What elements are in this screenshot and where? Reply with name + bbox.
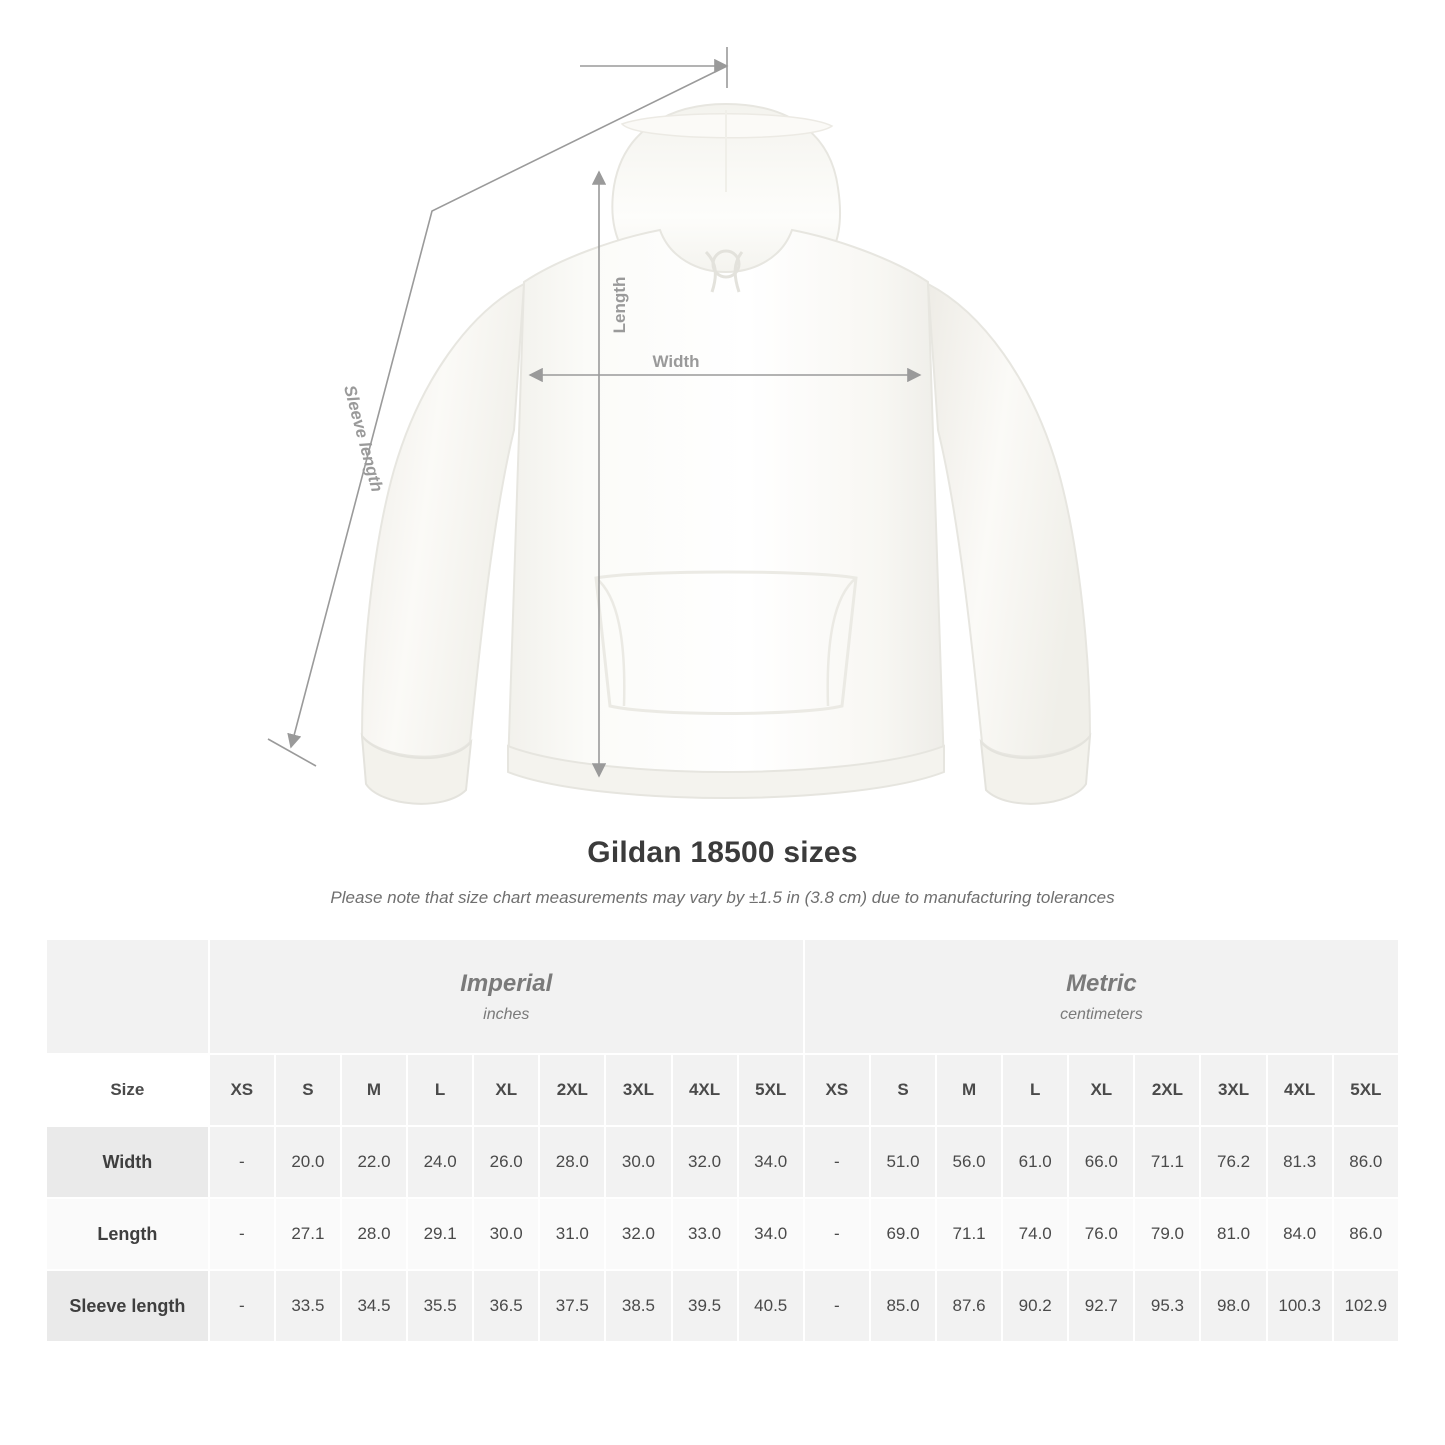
cell-sleeve-imp-3xl: 38.5 (605, 1270, 671, 1342)
cell-length-imp-5xl: 34.0 (738, 1198, 804, 1270)
cell-width-met-m: 56.0 (936, 1126, 1002, 1198)
cell-length-met-5xl: 86.0 (1333, 1198, 1399, 1270)
imperial-name: Imperial (460, 969, 553, 997)
size-header-imperial-s: S (275, 1054, 341, 1126)
cell-length-met-4xl: 84.0 (1267, 1198, 1333, 1270)
size-header-imperial-xs: XS (209, 1054, 275, 1126)
cell-width-imp-xs: - (209, 1126, 275, 1198)
cell-length-met-l: 74.0 (1002, 1198, 1068, 1270)
cell-width-imp-5xl: 34.0 (738, 1126, 804, 1198)
unit-header-metric (804, 939, 1399, 1054)
cell-sleeve-met-xs: - (804, 1270, 870, 1342)
label-width: Width (652, 352, 700, 371)
hoodie-graphic (362, 104, 1090, 804)
size-header-imperial-5xl: 5XL (738, 1054, 804, 1126)
cell-sleeve-imp-m: 34.5 (341, 1270, 407, 1342)
cell-length-imp-m: 28.0 (341, 1198, 407, 1270)
cell-sleeve-imp-5xl: 40.5 (738, 1270, 804, 1342)
cell-sleeve-imp-xs: - (209, 1270, 275, 1342)
size-header-imperial-2xl: 2XL (539, 1054, 605, 1126)
metric-sub: centimeters (1060, 1005, 1143, 1023)
cell-sleeve-met-m: 87.6 (936, 1270, 1002, 1342)
cell-length-imp-xl: 30.0 (473, 1198, 539, 1270)
size-header-metric-xl: XL (1068, 1054, 1134, 1126)
cell-length-met-3xl: 81.0 (1200, 1198, 1266, 1270)
cell-width-imp-xl: 26.0 (473, 1126, 539, 1198)
size-header-metric-2xl: 2XL (1134, 1054, 1200, 1126)
cell-width-met-s: 51.0 (870, 1126, 936, 1198)
cell-width-imp-3xl: 30.0 (605, 1126, 671, 1198)
cell-length-imp-3xl: 32.0 (605, 1198, 671, 1270)
cell-sleeve-imp-2xl: 37.5 (539, 1270, 605, 1342)
size-header-metric-l: L (1002, 1054, 1068, 1126)
cell-sleeve-met-2xl: 95.3 (1134, 1270, 1200, 1342)
cell-length-imp-2xl: 31.0 (539, 1198, 605, 1270)
cell-length-imp-xs: - (209, 1198, 275, 1270)
cell-sleeve-met-4xl: 100.3 (1267, 1270, 1333, 1342)
cell-width-met-xs: - (804, 1126, 870, 1198)
cell-width-met-4xl: 81.3 (1267, 1126, 1333, 1198)
cell-length-met-s: 69.0 (870, 1198, 936, 1270)
label-sleeve-length: Sleeve length (339, 383, 387, 494)
size-header-imperial-4xl: 4XL (672, 1054, 738, 1126)
cell-sleeve-imp-4xl: 39.5 (672, 1270, 738, 1342)
cell-sleeve-imp-s: 33.5 (275, 1270, 341, 1342)
cell-width-met-l: 61.0 (1002, 1126, 1068, 1198)
title-block (0, 836, 1445, 908)
size-table (45, 938, 1400, 1343)
cell-width-met-xl: 66.0 (1068, 1126, 1134, 1198)
cell-length-met-xs: - (804, 1198, 870, 1270)
size-header-imperial-l: L (407, 1054, 473, 1126)
size-header-imperial-m: M (341, 1054, 407, 1126)
unit-header-spacer (46, 939, 209, 1054)
size-header-metric-xs: XS (804, 1054, 870, 1126)
table-row (46, 1126, 1399, 1198)
page-title: Gildan 18500 sizes (587, 836, 858, 869)
cell-sleeve-met-3xl: 98.0 (1200, 1270, 1266, 1342)
cell-length-met-xl: 76.0 (1068, 1198, 1134, 1270)
size-header-imperial-xl: XL (473, 1054, 539, 1126)
size-header-imperial-3xl: 3XL (605, 1054, 671, 1126)
cell-sleeve-imp-xl: 36.5 (473, 1270, 539, 1342)
cell-width-imp-m: 22.0 (341, 1126, 407, 1198)
size-table-wrapper (45, 938, 1400, 1343)
size-header-row (46, 1054, 1399, 1126)
size-header-metric-3xl: 3XL (1200, 1054, 1266, 1126)
cell-width-met-3xl: 76.2 (1200, 1126, 1266, 1198)
imperial-sub: inches (483, 1005, 530, 1023)
cell-width-imp-s: 20.0 (275, 1126, 341, 1198)
cell-width-imp-l: 24.0 (407, 1126, 473, 1198)
cell-length-met-m: 71.1 (936, 1198, 1002, 1270)
cell-width-imp-2xl: 28.0 (539, 1126, 605, 1198)
cell-sleeve-met-5xl: 102.9 (1333, 1270, 1399, 1342)
table-row (46, 1198, 1399, 1270)
cell-sleeve-met-xl: 92.7 (1068, 1270, 1134, 1342)
cell-sleeve-met-s: 85.0 (870, 1270, 936, 1342)
metric-name: Metric (1066, 969, 1137, 997)
unit-header-imperial (209, 939, 804, 1054)
cell-length-imp-4xl: 33.0 (672, 1198, 738, 1270)
size-header-metric-5xl: 5XL (1333, 1054, 1399, 1126)
size-header-metric-m: M (936, 1054, 1002, 1126)
cell-length-met-2xl: 79.0 (1134, 1198, 1200, 1270)
row-label-length: Length (46, 1198, 209, 1270)
cell-sleeve-met-l: 90.2 (1002, 1270, 1068, 1342)
cell-width-met-2xl: 71.1 (1134, 1126, 1200, 1198)
size-header-metric-4xl: 4XL (1267, 1054, 1333, 1126)
row-label-sleeve-length: Sleeve length (46, 1270, 209, 1342)
size-header-metric-s: S (870, 1054, 936, 1126)
cell-length-imp-s: 27.1 (275, 1198, 341, 1270)
table-row (46, 1270, 1399, 1342)
label-length: Length (610, 276, 629, 334)
row-label-width: Width (46, 1126, 209, 1198)
tolerance-note: Please note that size chart measurements may vary by ±1.5 in (3.8 cm) due to manufacturing tolerances (330, 888, 1115, 907)
cell-sleeve-imp-l: 35.5 (407, 1270, 473, 1342)
cell-length-imp-l: 29.1 (407, 1198, 473, 1270)
unit-header-row (46, 939, 1399, 1054)
cell-width-met-5xl: 86.0 (1333, 1126, 1399, 1198)
cell-width-imp-4xl: 32.0 (672, 1126, 738, 1198)
size-header-label: Size (46, 1054, 209, 1126)
